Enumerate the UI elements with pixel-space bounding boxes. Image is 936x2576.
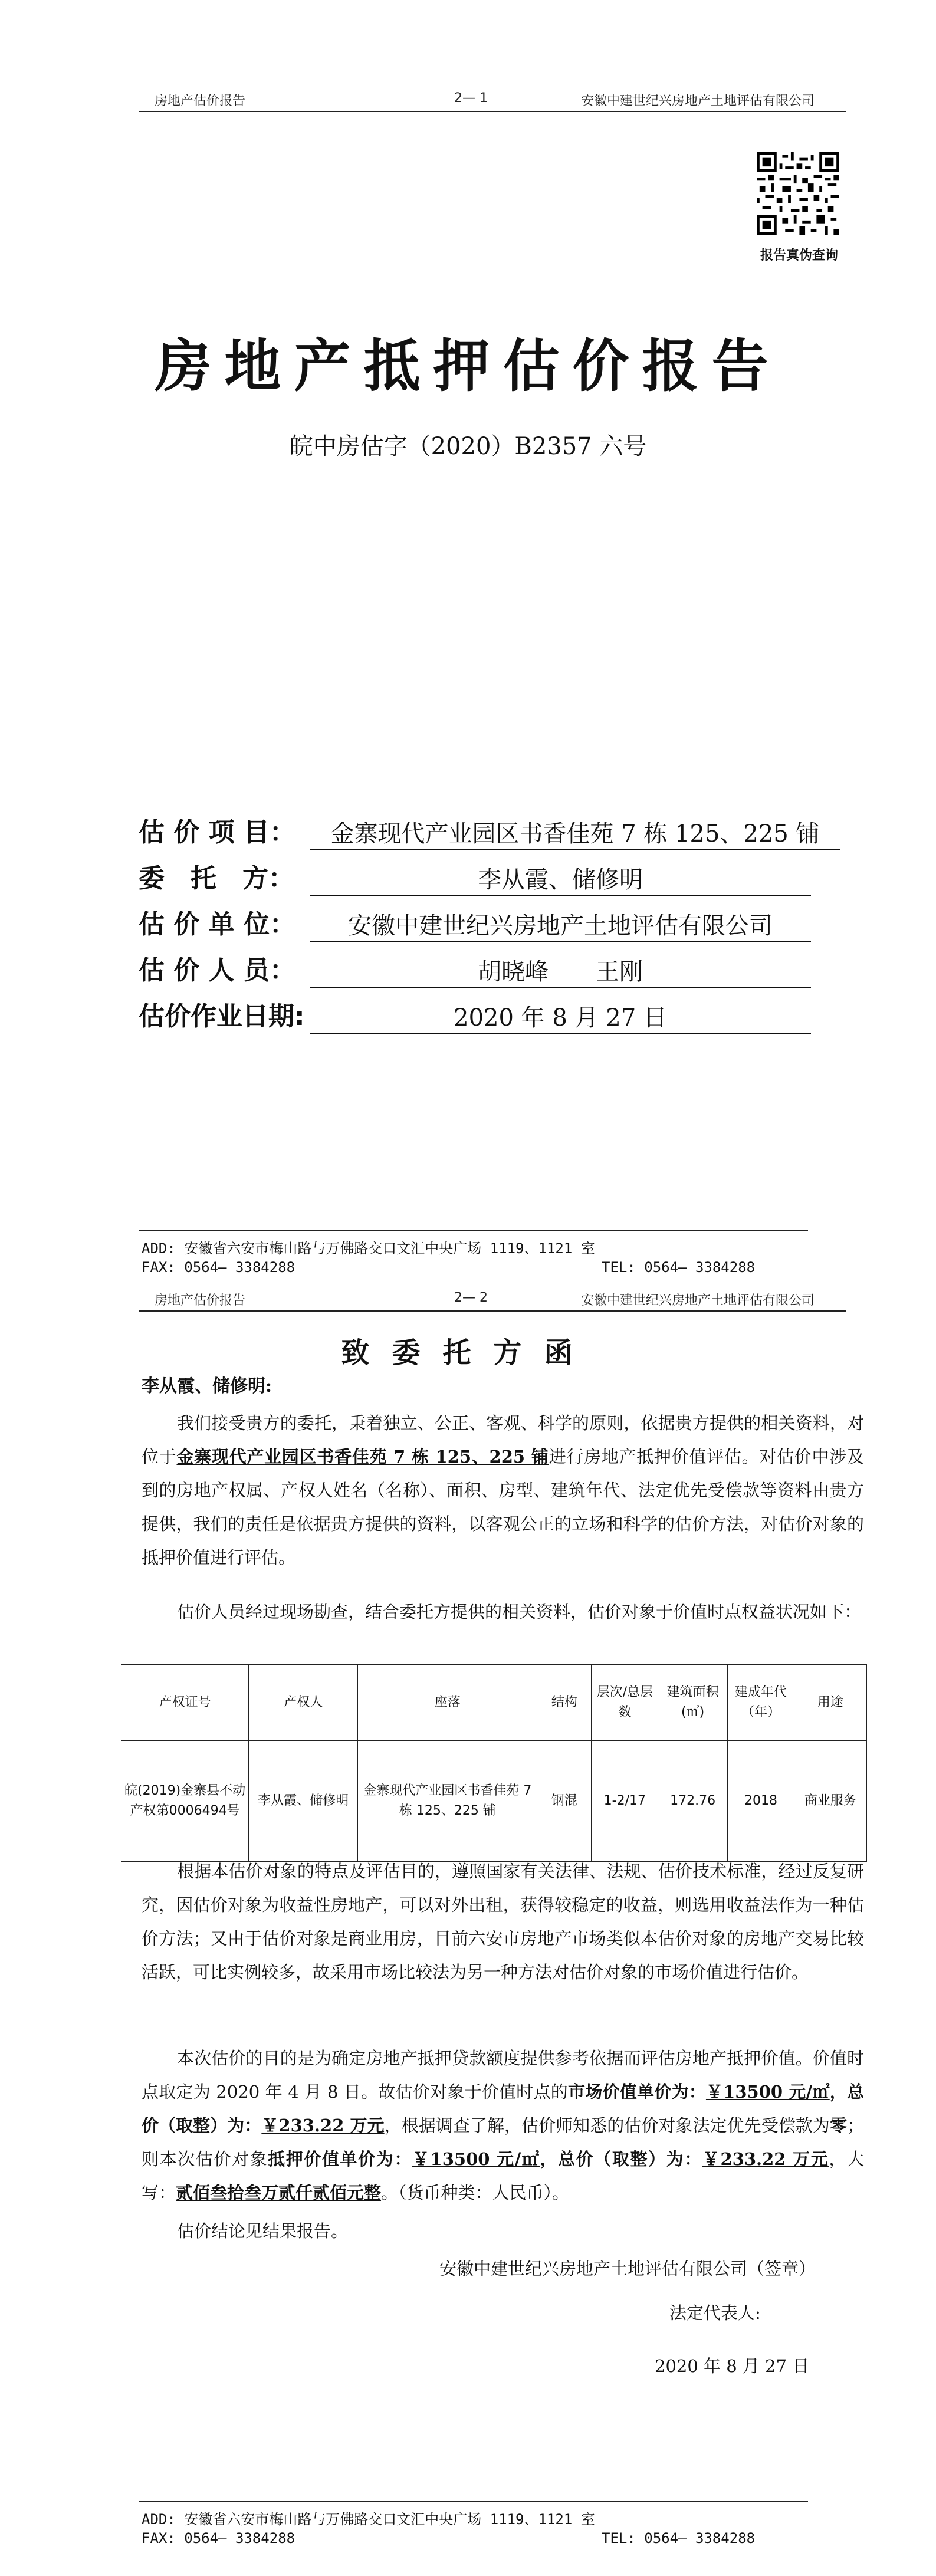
paragraph-intro-a: 我们接受贵方的委托，秉着独立、公正、客观、科学的原则，依据贵方提供的相关资料，对位于 <box>142 1413 864 1467</box>
field-appraisers <box>139 955 846 990</box>
page2-header-left: 房地产估价报告 <box>155 1293 246 1308</box>
table-cell: 皖(2019)金寨县不动产权第0006494号 <box>121 1741 249 1862</box>
field-project <box>139 817 846 852</box>
page1-header-center: 2— 1 <box>454 91 488 106</box>
valuation-mortgage-unit-price: ￥13500 元/㎡ <box>412 2149 540 2169</box>
paragraph-conclusion: 估价结论见结果报告。 <box>177 2221 349 2241</box>
page2-footer-rule <box>139 2501 808 2502</box>
table-header-cell: 建成年代（年） <box>728 1665 794 1741</box>
valuation-priority-amount: 零 <box>829 2115 847 2135</box>
page1-header-rule <box>139 111 846 112</box>
table-header-cell: 产权人 <box>249 1665 358 1741</box>
page1-footer-address: ADD: 安徽省六安市梅山路与万佛路交口文汇中央广场 1119、1121 室 <box>142 1240 595 1257</box>
signature-company: 安徽中建世纪兴房地产土地评估有限公司（签章） <box>439 2259 816 2279</box>
table-cell: 商业服务 <box>794 1741 866 1862</box>
page1-footer-tel: TEL: 0564— 3384288 <box>602 1259 756 1276</box>
table-header-cell: 层次/总层数 <box>592 1665 658 1741</box>
letter-title: 致委托方函 <box>341 1336 595 1369</box>
field-work-date-value: 2020 年 8 月 27 日 <box>310 999 811 1034</box>
table-header-cell: 用途 <box>794 1665 866 1741</box>
field-client-value: 李从霞、储修明 <box>310 861 811 896</box>
valuation-mortgage-label: 抵押价值单价为： <box>268 2149 412 2169</box>
report-number: 皖中房估字（2020）B2357 六号 <box>289 433 647 460</box>
table-cell: 172.76 <box>658 1741 728 1862</box>
table-cell: 李从霞、储修明 <box>249 1741 358 1862</box>
field-appraiser-org <box>139 909 846 944</box>
valuation-mortgage-total: ￥233.22 万元 <box>702 2149 829 2169</box>
report-title: 房地产抵押估价报告 <box>155 333 781 399</box>
field-appraisers-value: 胡晓峰 王刚 <box>310 953 811 988</box>
page2-header-right: 安徽中建世纪兴房地产土地评估有限公司 <box>581 1293 815 1308</box>
field-project-value: 金寨现代产业园区书香佳苑 7 栋 125、225 铺 <box>310 815 840 850</box>
page2-footer-fax: FAX: 0564— 3384288 <box>142 2530 295 2547</box>
field-project-label: 估 价 项 目： <box>139 817 295 847</box>
field-appraiser-org-label: 估 价 单 位： <box>139 909 295 939</box>
table-cell: 钢混 <box>537 1741 592 1862</box>
table-cell: 1-2/17 <box>592 1741 658 1862</box>
paragraph-intro-location: 金寨现代产业园区书香佳苑 7 栋 125、225 铺 <box>176 1447 549 1467</box>
property-table <box>121 1664 867 1862</box>
valuation-h: ；则本次估价对象 <box>142 2115 864 2169</box>
valuation-market-unit-price: ￥13500 元/㎡ <box>705 2082 830 2102</box>
table-header-cell: 建筑面积(㎡) <box>658 1665 728 1741</box>
paragraph-intro-c: 进行房地产抵押价值评估。对估价中涉及到的房地产权属、产权人姓名（名称）、面积、房型、建筑年代、法定优先受偿款等资料由贵方提供，我们的责任是依据贵方提供的资料，以客观公正的立场和科学的估价方法，对估价对象的抵押价值进行评估。 <box>142 1447 864 1568</box>
paragraph-valuation <box>142 2042 864 2210</box>
field-appraisers-label: 估 价 人 员： <box>139 955 295 985</box>
letter-salutation: 李从霞、储修明: <box>142 1376 272 1397</box>
valuation-market-total: ￥233.22 万元 <box>261 2115 385 2135</box>
signature-date: 2020 年 8 月 27 日 <box>655 2356 810 2376</box>
property-table-header <box>121 1665 867 1741</box>
paragraph-method: 根据本估价对象的特点及评估目的，遵照国家有关法律、法规、估价技术标准，经过反复研究，因估价对象为收益性房地产，可以对外出租，获得较稳定的收益，则选用收益法作为一种估价方法；又由于估价对象是商业用房，目前六安市房地产市场类似本估价对象的房地产交易比较活跃，可比实例较多，故采用市场比较法为另一种方法对估价对象的市场价值进行估价。 <box>142 1861 864 1982</box>
valuation-amount-in-words: 贰佰叁拾叁万贰仟贰佰元整 <box>176 2183 382 2203</box>
valuation-total-label: ，总价（取整）为： <box>142 2082 864 2135</box>
valuation-market-label: 市场价值单价为： <box>568 2082 706 2102</box>
qr-code-icon <box>757 152 839 235</box>
table-cell: 金寨现代产业园区书香佳苑 7 栋 125、225 铺 <box>358 1741 537 1862</box>
valuation-m: ，大写： <box>142 2149 864 2203</box>
table-header-cell: 结构 <box>537 1665 592 1741</box>
page2-footer-tel: TEL: 0564— 3384288 <box>602 2530 756 2547</box>
table-row <box>121 1741 867 1862</box>
signature-legal-rep: 法定代表人: <box>669 2303 761 2323</box>
page2-header-rule <box>139 1310 846 1312</box>
qr-caption: 报告真伪查询 <box>760 248 838 263</box>
paragraph-intro <box>142 1407 864 1575</box>
table-header-cell: 产权证号 <box>121 1665 249 1741</box>
table-cell: 2018 <box>728 1741 794 1862</box>
field-appraiser-org-value: 安徽中建世纪兴房地产土地评估有限公司 <box>310 907 811 942</box>
page2-header-center: 2— 2 <box>454 1290 488 1305</box>
field-work-date-label: 估价作业日期: <box>139 1001 305 1031</box>
page1-footer-fax: FAX: 0564— 3384288 <box>142 1259 295 1276</box>
valuation-f: ，根据调查了解，估价师知悉的估价对象法定优先受偿款为 <box>384 2115 830 2135</box>
page2-footer-address: ADD: 安徽省六安市梅山路与万佛路交口文汇中央广场 1119、1121 室 <box>142 2511 595 2528</box>
page1-header-right: 安徽中建世纪兴房地产土地评估有限公司 <box>581 94 815 109</box>
valuation-o: 。（货币种类：人民币）。 <box>381 2183 570 2203</box>
paragraph-survey: 估价人员经过现场勘查，结合委托方提供的相关资料，估价对象于价值时点权益状况如下： <box>177 1602 862 1622</box>
field-client-label: 委 托 方： <box>139 863 294 893</box>
page1-footer-rule <box>139 1230 808 1231</box>
field-work-date <box>139 1001 846 1036</box>
field-client <box>139 863 846 898</box>
valuation-a: 本次估价的目的是为确定房地产抵押贷款额度提供参考依据而评估房地产抵押价值。价值时点取定为 2020 年 4 月 8 日。故估价对象于价值时点的 <box>142 2048 864 2102</box>
valuation-mortgage-total-label: ，总价（取整）为： <box>540 2149 702 2169</box>
table-header-cell: 座落 <box>358 1665 537 1741</box>
page1-header-left: 房地产估价报告 <box>155 94 246 109</box>
